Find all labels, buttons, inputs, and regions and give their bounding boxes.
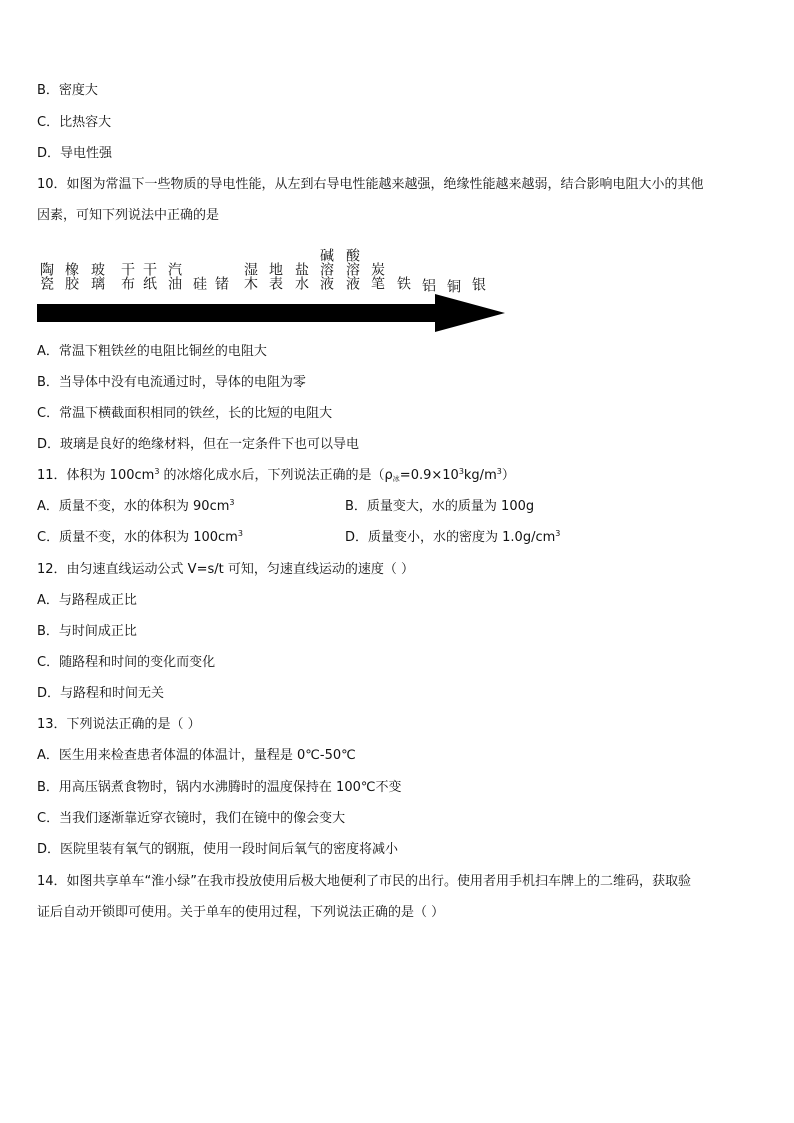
material-label: 铝 [420,278,436,292]
material-label: 湿木 [242,262,258,290]
q12-option-d: D．与路程和时间无关 [37,686,165,701]
q9-option-b: B．密度大 [37,83,98,98]
conductivity-diagram [37,232,507,336]
material-label: 锗 [213,276,229,290]
q12-option-a: A．与路程成正比 [37,593,137,608]
q9-option-c: C．比热容大 [37,115,112,130]
q11-option-d: D．质量变小，水的密度为 $1.0g/cm^3$ [345,529,561,545]
q10-option-b: B．当导体中没有电流通过时，导体的电阻为零 [37,375,306,390]
q12-option-c: C．随路程和时间的变化而变化 [37,655,216,670]
material-label: 橡胶 [63,262,79,290]
material-label: 地表 [267,262,283,290]
material-label: 汽油 [166,262,182,290]
material-label: 炭笔 [369,262,385,290]
q13-stem: 13．下列说法正确的是（ ） [37,717,201,732]
q11-option-b: B．质量变大，水的质量为 100g [345,499,535,514]
material-label: 酸溶液 [344,248,360,290]
q13-option-d: D．医院里装有氧气的钢瓶，使用一段时间后氧气的密度将减小 [37,842,399,857]
material-label: 干纸 [141,262,157,290]
material-label: 铜 [445,279,461,293]
q10-option-c: C．常温下横截面积相同的铁丝，长的比短的电阻大 [37,406,333,421]
q11-stem: 11．体积为 $100cm^3$ 的冰熔化成水后，下列说法正确的是$(\rho_冰=0.9\times 10^3kg/m^3)$ [37,467,515,483]
q13-option-c: C．当我们逐渐靠近穿衣镜时，我们在镜中的像会变大 [37,811,346,826]
material-label: 硅 [191,276,207,290]
q11-option-a: A．质量不变，水的体积为 $90cm^3$ [37,498,235,514]
q12-stem: 12．由匀速直线运动公式 V=s/t 可知，匀速直线运动的速度（ ） [37,562,414,577]
material-label: 铁 [395,276,411,290]
direction-arrow [37,294,507,334]
q13-option-a: A．医生用来检查患者体温的体温计，量程是 0℃-50℃ [37,748,356,763]
q14-stem-line2: 证后自动开锁即可使用。关于单车的使用过程，下列说法正确的是（ ） [37,905,445,920]
q9-option-d: D．导电性强 [37,146,113,161]
q10-stem-line1: 10．如图为常温下一些物质的导电性能，从左到右导电性能越来越强，绝缘性能越来越弱，结合影响电阻大小的其他 [37,177,704,192]
q10-option-d: D．玻璃是良好的绝缘材料，但在一定条件下也可以导电 [37,437,360,452]
material-label: 碱溶液 [318,248,334,290]
material-label: 陶瓷 [38,262,54,290]
q12-option-b: B．与时间成正比 [37,624,137,639]
material-label: 银 [470,277,486,291]
q13-option-b: B．用高压锅煮食物时，锅内水沸腾时的温度保持在 100℃不变 [37,780,402,795]
material-label: 干布 [119,262,135,290]
q11-option-c: C．质量不变，水的体积为 $100cm^3$ [37,529,243,545]
material-label: 玻璃 [89,262,105,290]
q10-stem-line2: 因素，可知下列说法中正确的是 [37,208,220,223]
q14-stem-line1: 14．如图共享单车“淮小绿”在我市投放使用后极大地便利了市民的出行。使用者用手机扫车牌上的二维码，获取验 [37,874,692,889]
q10-option-a: A．常温下粗铁丝的电阻比铜丝的电阻大 [37,344,267,359]
material-label: 盐水 [293,262,309,290]
